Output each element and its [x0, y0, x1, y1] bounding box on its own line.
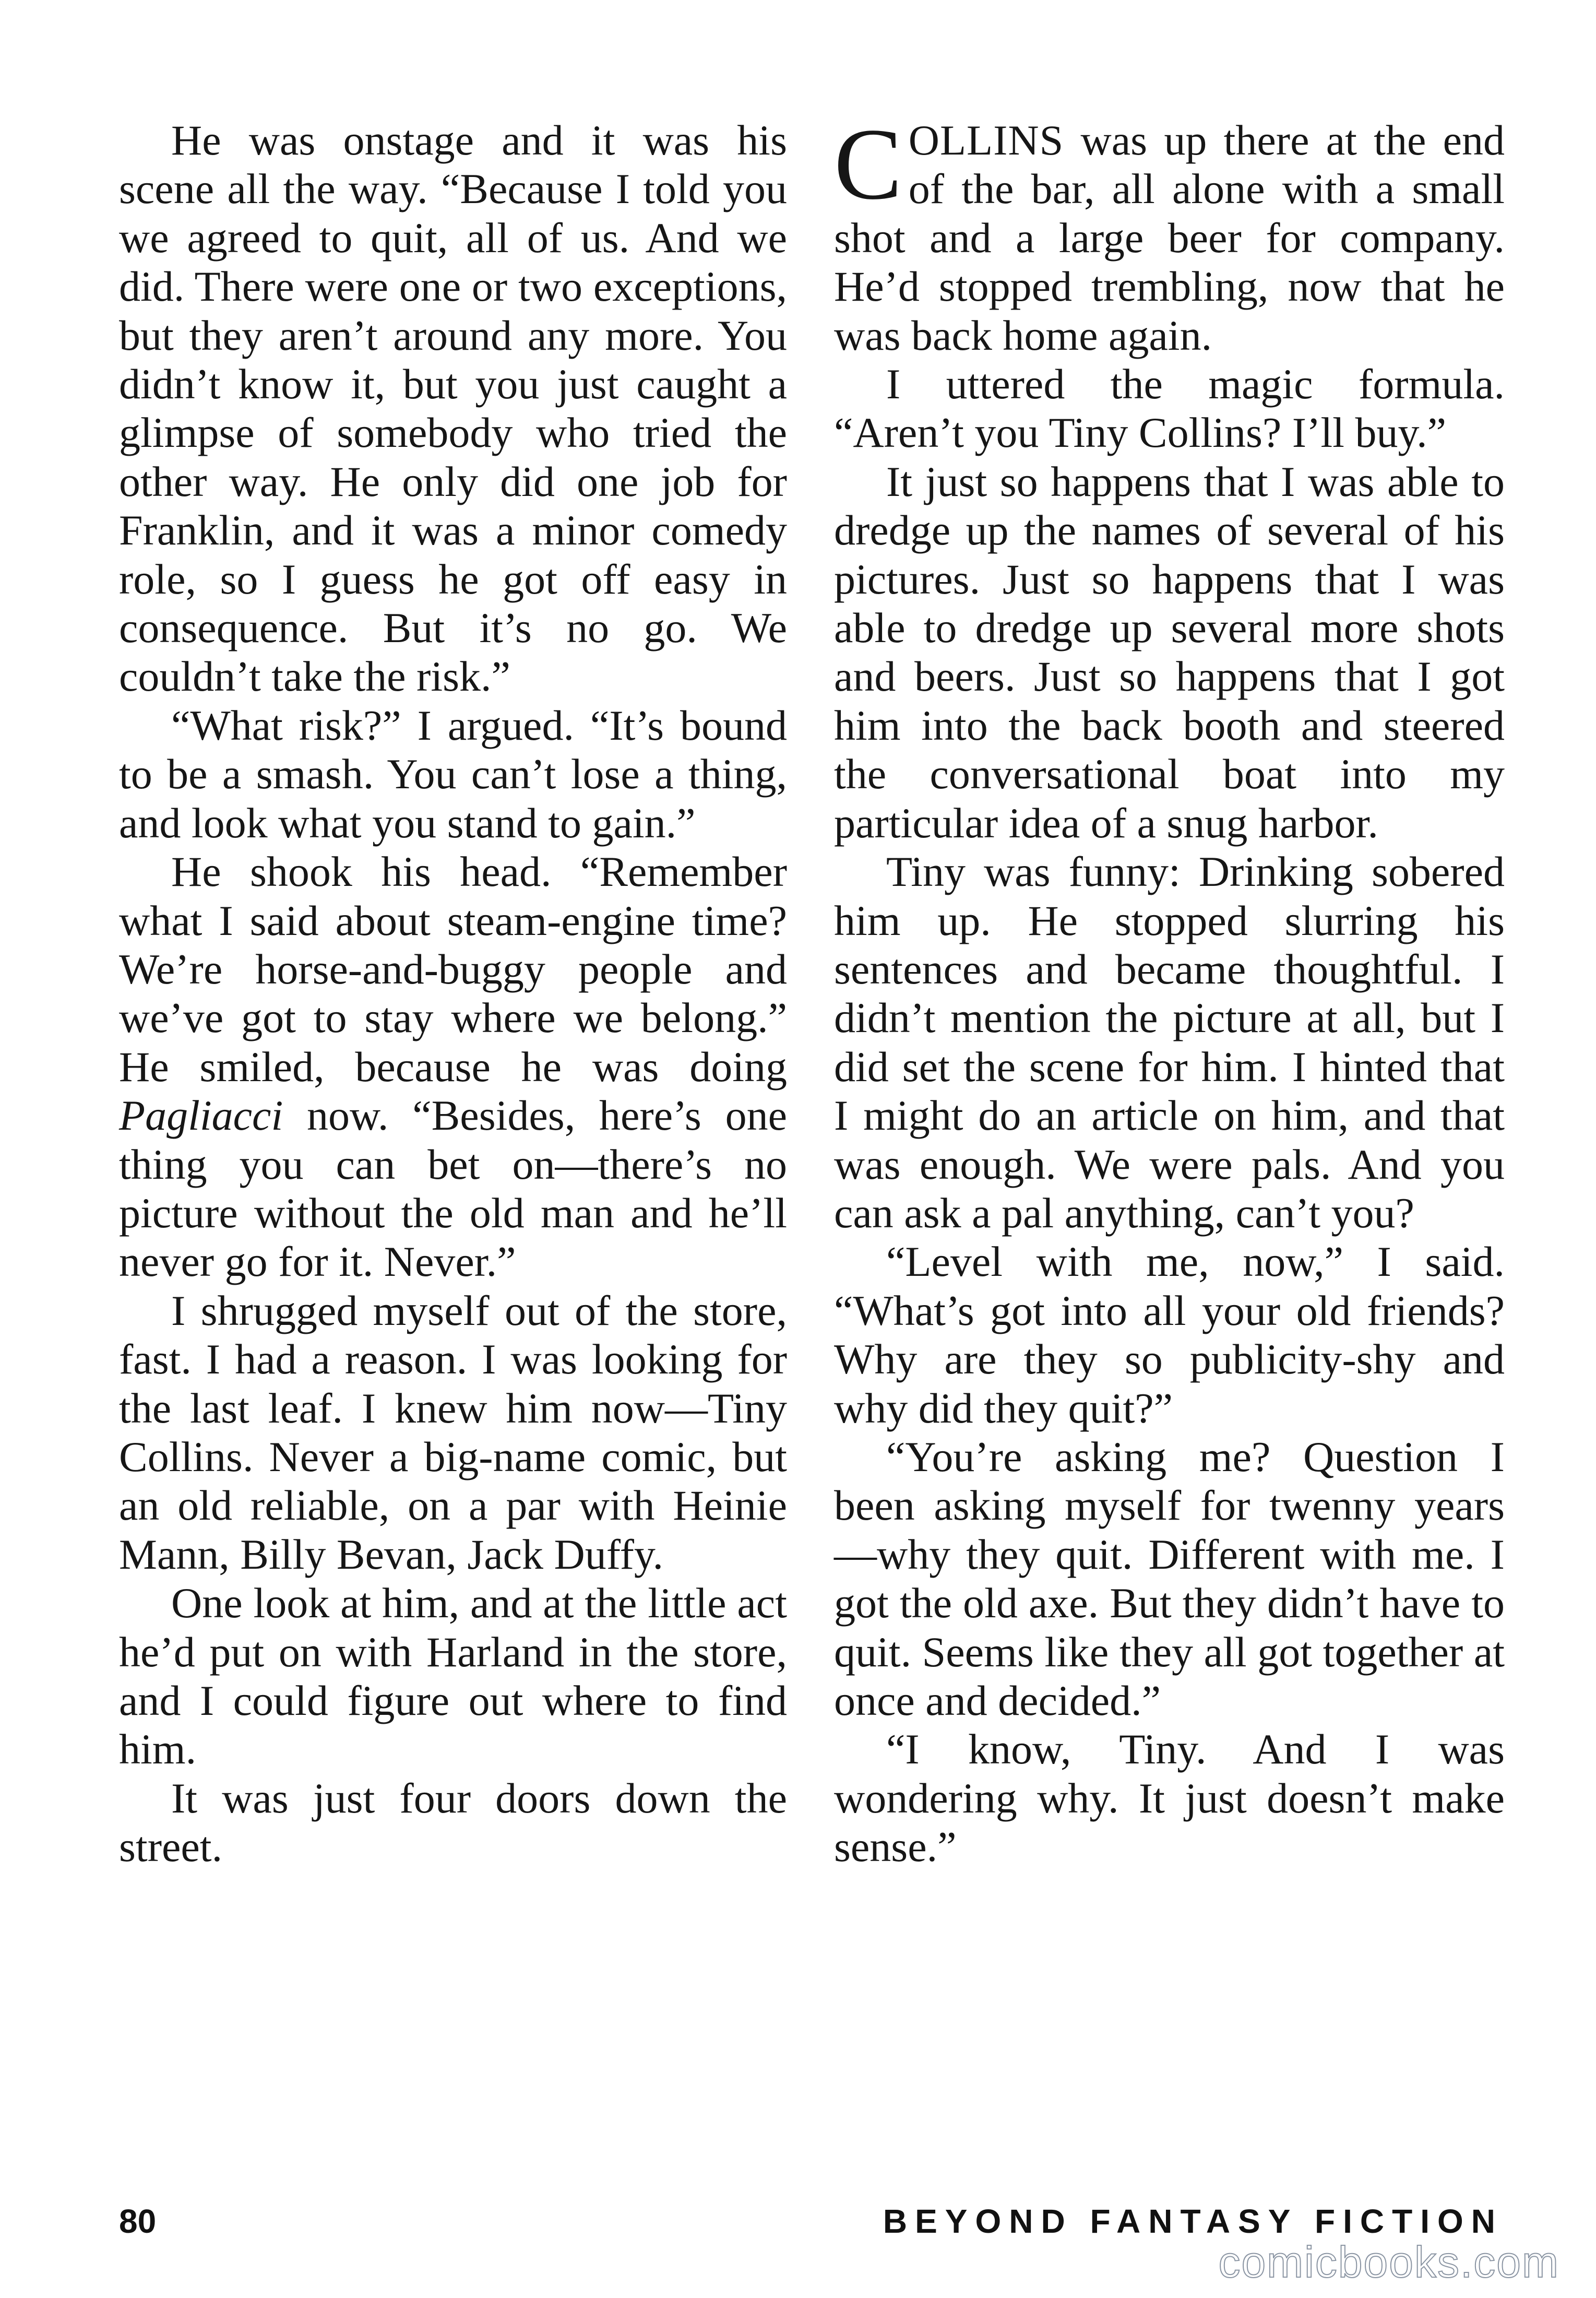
page-number: 80	[119, 2202, 157, 2240]
paragraph: “Level with me, now,” I said. “What’s got into all your old friends? Why are they so publicity-shy and why did they quit?”	[834, 1238, 1505, 1432]
running-title: BEYOND FANTASY FICTION	[883, 2202, 1503, 2240]
paragraph-text: He shook his head. “Remember what I said about steam-engine time? We’re horse-and-buggy people and we’ve got to stay where we belong.” He smiled, because he was doing	[119, 848, 787, 1091]
right-text-column	[834, 108, 1505, 1871]
paragraph: “What risk?” I argued. “It’s bound to be a smash. You can’t lose a thing, and look what you stand to gain.”	[119, 701, 787, 847]
paragraph: I shrugged myself out of the store, fast. I had a reason. I was looking for the last leaf. I knew him now—Tiny Collins. Never a big-name comic, but an old reliable, on a par with Heinie Mann, Billy Bevan, Jack Duffy.	[119, 1286, 787, 1578]
drop-cap: C	[834, 108, 902, 221]
paragraph: “I know, Tiny. And I was wondering why. It just doesn’t make sense.”	[834, 1725, 1505, 1871]
paragraph: He was onstage and it was his scene all the way. “Because I told you we agreed to quit, all of us. And we did. There were one or two exceptions, but they aren’t around any more. You didn’t know it, but you just caught a glimpse of somebody who tried the other way. He only did one job for Franklin, and it was a minor comedy role, so I guess he got off easy in consequence. But it’s no go. We couldn’t take the risk.”	[119, 116, 787, 701]
paragraph	[119, 847, 787, 1286]
paragraph: “You’re asking me? Question I been asking myself for twenny years—why they quit. Different with me. I got the old axe. But they didn’t have to quit. Seems like they all got together at once and decided.”	[834, 1432, 1505, 1724]
paragraph-text: now. “Besides, here’s one thing you can bet on—there’s no picture without the old man and he’ll never go for it. Never.”	[119, 1092, 787, 1286]
watermark: comicbooks.com	[1218, 2237, 1559, 2287]
paragraph: I uttered the magic formula. “Aren’t you Tiny Collins? I’ll buy.”	[834, 360, 1505, 457]
paragraph: Tiny was funny: Drinking sobered him up. He stopped slurring his sentences and became thoughtful. I didn’t mention the picture at all, but I did set the scene for him. I hinted that I might do an article on him, and that was enough. We were pals. And you can ask a pal anything, can’t you?	[834, 848, 1505, 1237]
paragraph-text: was up there at the end of the bar, all alone with a small shot and a large beer for company. He’d stopped trembling, now that he was back home again.	[834, 116, 1505, 359]
opening-paragraph	[834, 108, 1505, 360]
drop-cap-word: OLLINS	[908, 116, 1064, 164]
paragraph: It just so happens that I was able to dredge up the names of several of his pictures. Just so happens that I was able to dredge up several more shots and beers. Just so happens that I got him into the back booth and steered the conversational boat into my particular idea of a snug harbor.	[834, 457, 1505, 847]
paragraph: It was just four doors down the street.	[119, 1774, 787, 1871]
paragraph: One look at him, and at the little act he’d put on with Harland in the store, and I could figure out where to find him.	[119, 1579, 787, 1773]
italic-title: Pagliacci	[119, 1092, 283, 1140]
left-text-column	[119, 116, 787, 1871]
